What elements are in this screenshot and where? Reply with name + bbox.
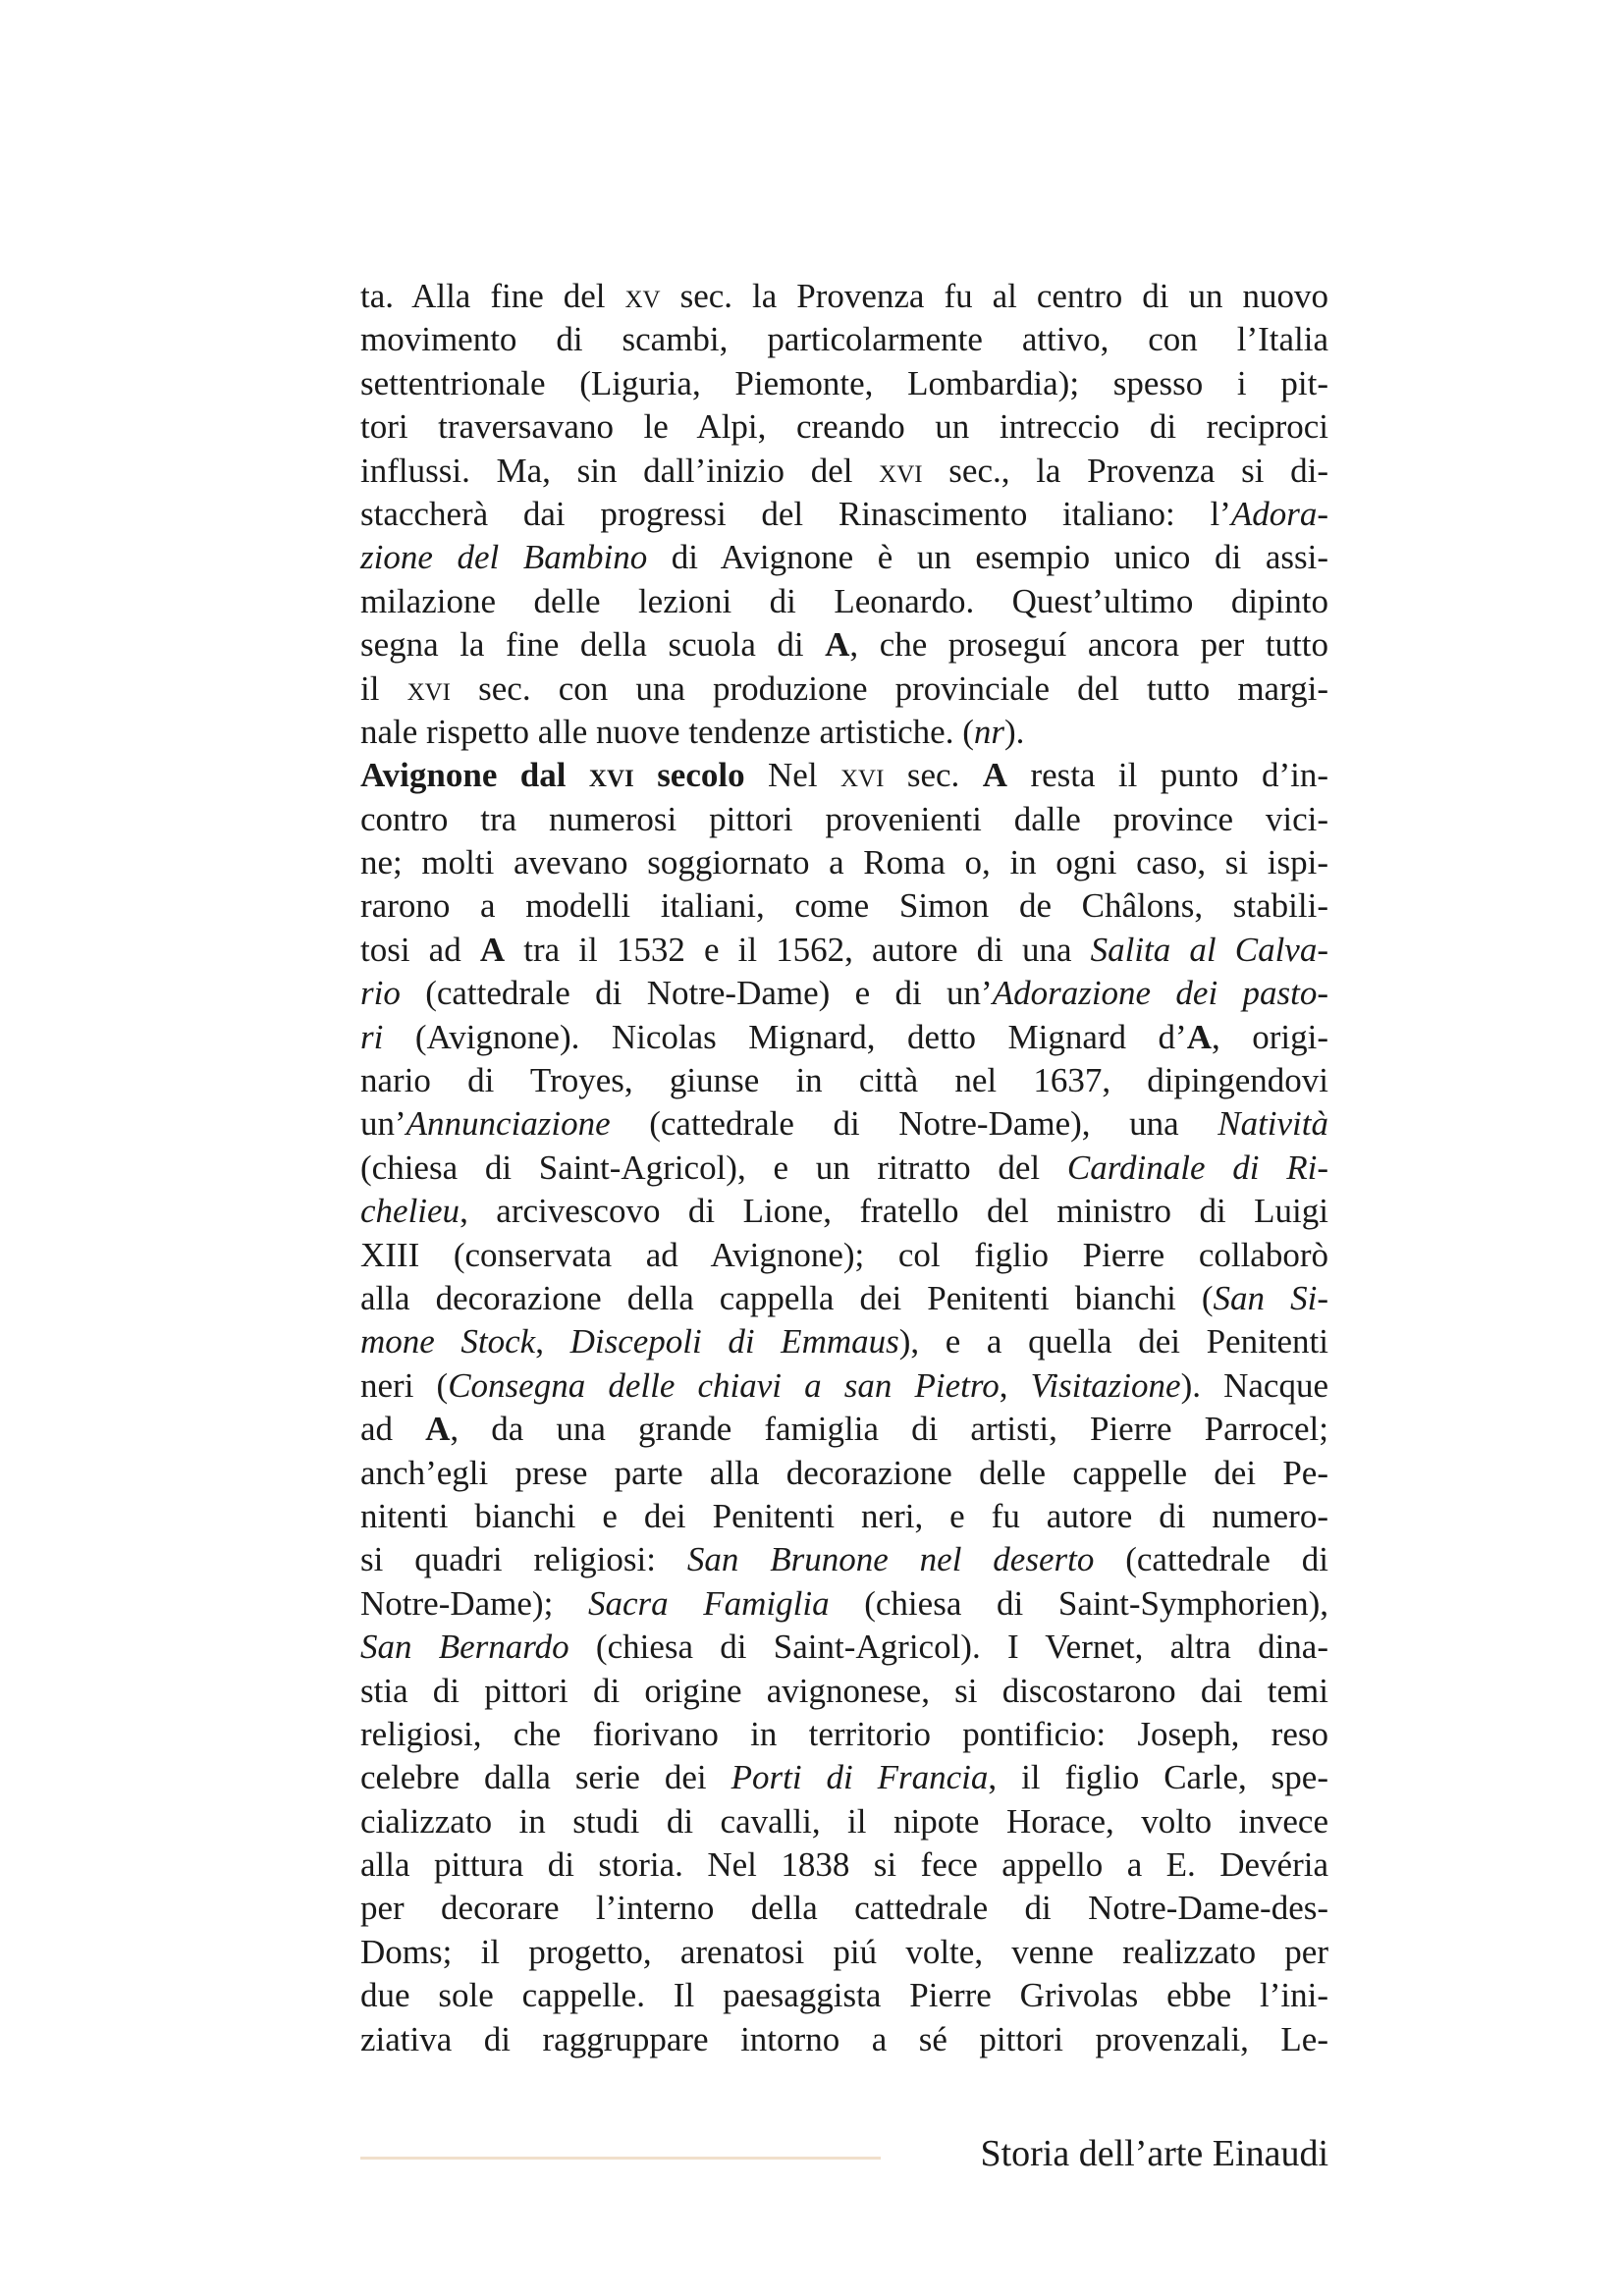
text-line: stia di pittori di origine avignonese, si discostarono dai temi: [360, 1671, 1328, 1710]
text-line: rarono a modelli italiani, come Simon de Châlons, stabili-: [360, 886, 1328, 926]
body-text: [360, 275, 1328, 2061]
text-line: settentrionale (Liguria, Piemonte, Lombardia); spesso i pit-: [360, 363, 1328, 402]
text-line: religiosi, che fiorivano in territorio pontificio: Joseph, reso: [360, 1714, 1328, 1753]
text-line: ziativa di raggruppare intorno a sé pittori provenzali, Le-: [360, 2019, 1328, 2058]
text-line: alla pittura di storia. Nel 1838 si fece appello a E. Devéria: [360, 1845, 1328, 1885]
text-line: celebre dalla serie dei Porti di Francia, il figlio Carle, spe-: [360, 1758, 1328, 1797]
text-line: un’Annunciazione (cattedrale di Notre-Dame), una Natività: [360, 1104, 1328, 1144]
text-line: ta. Alla fine del xv sec. la Provenza fu al centro di un nuovo: [360, 277, 1328, 315]
text-line: anch’egli prese parte alla decorazione delle cappelle dei Pe-: [360, 1453, 1328, 1492]
text-line: movimento di scambi, particolarmente attivo, con l’Italia: [360, 320, 1328, 359]
text-line: tosi ad A tra il 1532 e il 1562, autore di una Salita al Calva-: [360, 930, 1328, 969]
text-line: ne; molti avevano soggiornato a Roma o, in ogni caso, si ispi-: [360, 843, 1328, 882]
text-line: cializzato in studi di cavalli, il nipote Horace, volto invece: [360, 1801, 1328, 1841]
text-line: rio (cattedrale di Notre-Dame) e di un’Adorazione dei pasto-: [360, 974, 1328, 1013]
text-line: XIII (conservata ad Avignone); col figlio Pierre collaborò: [360, 1235, 1328, 1274]
text-line: Doms; il progetto, arenatosi piú volte, venne realizzato per: [360, 1932, 1328, 1971]
text-line: chelieu, arcivescovo di Lione, fratello del ministro di Luigi: [360, 1192, 1328, 1231]
text-line: (chiesa di Saint-Agricol), e un ritratto del Cardinale di Ri-: [360, 1148, 1328, 1187]
text-line: neri (Consegna delle chiavi a san Pietro, Visitazione). Nacque: [360, 1365, 1328, 1405]
text-line: mone Stock, Discepoli di Emmaus), e a quella dei Penitenti: [360, 1322, 1329, 1362]
text-line: nale rispetto alle nuove tendenze artistiche. (nr).: [360, 712, 1025, 751]
text-line: influssi. Ma, sin dall’inizio del xvi sec., la Provenza si di-: [360, 451, 1328, 490]
text-line: si quadri religiosi: San Brunone nel deserto (cattedrale di: [360, 1540, 1328, 1579]
text-line: due sole cappelle. Il paesaggista Pierre Grivolas ebbe l’ini-: [360, 1976, 1328, 2015]
footer-title: Storia dell’arte Einaudi: [980, 2133, 1328, 2174]
text-line: ri (Avignone). Nicolas Mignard, detto Mignard d’A, origi-: [360, 1017, 1328, 1056]
text-line: alla decorazione della cappella dei Penitenti bianchi (San Si-: [360, 1278, 1328, 1317]
text-line: zione del Bambino di Avignone è un esempio unico di assi-: [360, 538, 1328, 577]
text-line: contro tra numerosi pittori provenienti dalle province vici-: [360, 799, 1328, 838]
text-line: il xvi sec. con una produzione provinciale del tutto margi-: [360, 668, 1328, 708]
text-line: San Bernardo (chiesa di Saint-Agricol). I Vernet, altra dina-: [360, 1628, 1328, 1667]
text-line: segna la fine della scuola di A, che proseguí ancora per tutto: [360, 625, 1328, 665]
text-line: ad A, da una grande famiglia di artisti, Pierre Parrocel;: [360, 1410, 1328, 1449]
text-line: Avignone dal xvi secolo Nel xvi sec. A resta il punto d’in-: [360, 756, 1328, 795]
footer-rule: [360, 2157, 881, 2160]
text-line: staccherà dai progressi del Rinascimento italiano: l’Adora-: [360, 494, 1328, 533]
text-line: nitenti bianchi e dei Penitenti neri, e fu autore di numero-: [360, 1496, 1328, 1535]
text-line: tori traversavano le Alpi, creando un intreccio di reciproci: [360, 407, 1328, 447]
text-line: nario di Troyes, giunse in città nel 1637, dipingendovi: [360, 1061, 1328, 1100]
text-line: Notre-Dame); Sacra Famiglia (chiesa di Saint-Symphorien),: [360, 1583, 1328, 1623]
text-line: per decorare l’interno della cattedrale di Notre-Dame-des-: [360, 1889, 1328, 1928]
text-line: milazione delle lezioni di Leonardo. Quest’ultimo dipinto: [360, 581, 1328, 620]
